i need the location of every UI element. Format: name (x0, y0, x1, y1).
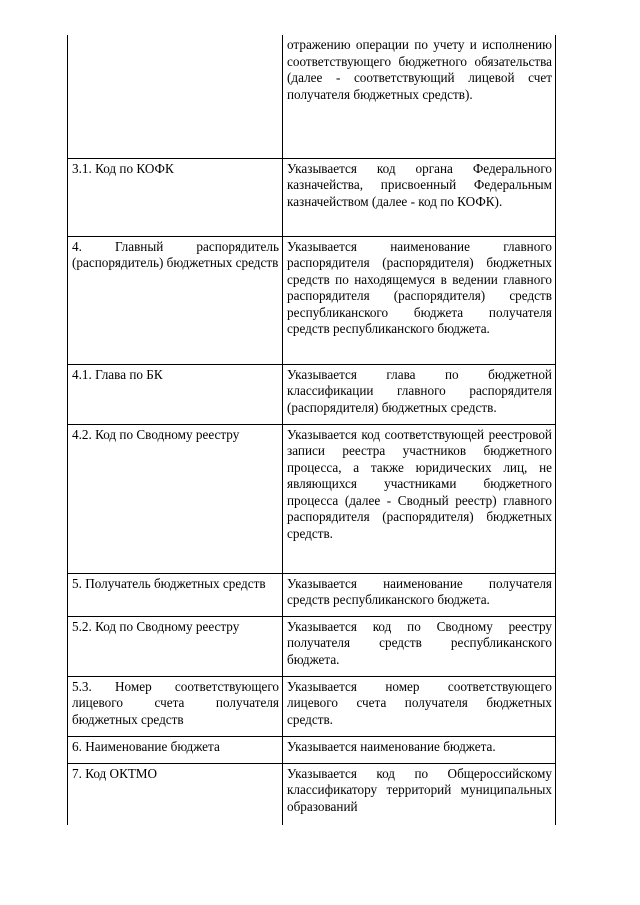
field-name-cell: 5.3. Номер соответствующего лицевого счета получателя бюджетных средств (68, 676, 283, 736)
field-name-cell: 5. Получатель бюджетных средств (68, 573, 283, 616)
table-row (68, 763, 556, 825)
table-row (68, 158, 556, 236)
field-name-cell: 4.2. Код по Сводному реестру (68, 424, 283, 573)
field-description-cell: Указывается код по Общероссийскому классификатору территорий муниципальных образований (283, 763, 556, 825)
table-row (68, 573, 556, 616)
table-row (68, 35, 556, 158)
field-name-cell: 5.2. Код по Сводному реестру (68, 616, 283, 676)
field-name-cell: 7. Код ОКТМО (68, 763, 283, 825)
table-row (68, 736, 556, 763)
field-name-cell: 4.1. Глава по БК (68, 364, 283, 424)
table-row (68, 364, 556, 424)
field-description-cell: Указывается наименование получателя средств республиканского бюджета. (283, 573, 556, 616)
field-description-cell: Указывается код органа Федерального казначейства, присвоенный Федеральным казначейством (далее - код по КОФК). (283, 158, 556, 236)
table-row (68, 424, 556, 573)
field-name-cell (68, 35, 283, 158)
field-name-cell: 4. Главный распорядитель (распорядитель) бюджетных средств (68, 236, 283, 364)
field-name-cell: 3.1. Код по КОФК (68, 158, 283, 236)
field-description-cell: Указывается глава по бюджетной классификации главного распорядителя (распорядителя) бюджетных средств. (283, 364, 556, 424)
field-description-cell: Указывается код по Сводному реестру получателя средств республиканского бюджета. (283, 616, 556, 676)
field-description-cell: Указывается номер соответствующего лицевого счета получателя бюджетных средств. (283, 676, 556, 736)
table-row (68, 236, 556, 364)
field-description-cell: отражению операции по учету и исполнению соответствующего бюджетного обязательства (далее - соответствующий лицевой счет получателя бюджетных средств). (283, 35, 556, 158)
table-row (68, 676, 556, 736)
instructions-table (67, 35, 556, 825)
table-row (68, 616, 556, 676)
field-description-cell: Указывается наименование бюджета. (283, 736, 556, 763)
field-description-cell: Указывается код соответствующей реестровой записи реестра участников бюджетного процесса, а также юридических лиц, не являющихся участниками бюджетного процесса (далее - Сводный реестр) главного распорядителя (распорядителя) бюджетных средств. (283, 424, 556, 573)
field-name-cell: 6. Наименование бюджета (68, 736, 283, 763)
field-description-cell: Указывается наименование главного распорядителя (распорядителя) бюджетных средств по находящемуся в ведении главного распорядителя (распорядителя) средств республиканского бюджета получателя средств республиканского бюджета. (283, 236, 556, 364)
